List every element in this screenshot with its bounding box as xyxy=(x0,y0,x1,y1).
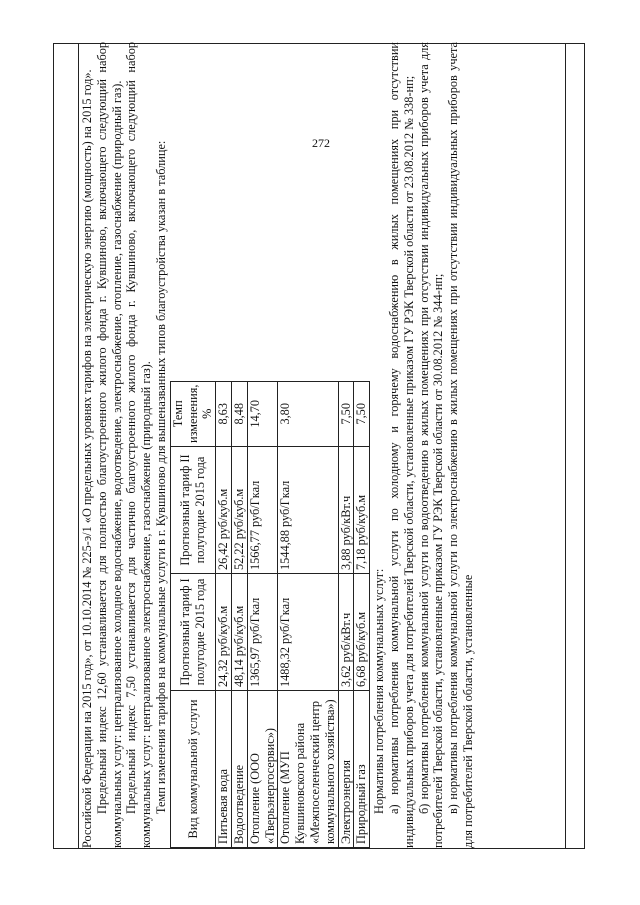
cell-tariff-h2: 1566,77 руб/Гкал xyxy=(247,447,278,574)
cell-tariff-h2: 3,88 руб/кВт.ч xyxy=(338,447,354,574)
cell-service: Отопление (ООО «Тверьэнергосервис») xyxy=(247,691,278,848)
cell-service: Природный газ xyxy=(354,691,370,848)
norm-item-v: в) нормативы потребления коммунальной услуги по электроснабжению в жилых помещениях при отсутствии индивидуальных приборов учета для потребителей Тверской области, установленные xyxy=(446,42,475,848)
header-service: Вид коммунальной услуги xyxy=(170,691,215,848)
cell-service: Водоотведение xyxy=(231,691,247,848)
cell-tariff-h1: 1488,32 руб/Гкал xyxy=(278,574,338,691)
table-row xyxy=(354,381,370,847)
cell-tariff-h1: 6,68 руб/куб.м xyxy=(354,574,370,691)
page-number: 272 xyxy=(312,136,330,150)
intro-text: Российской Федерации на 2015 год», от 10.10.2014 № 225-э/1 «О предельных уровнях тарифов на электрическую энергию (мощность) на 2015 год». xyxy=(80,69,94,848)
cell-tariff-h2: 52,22 руб/куб.м xyxy=(231,447,247,574)
cell-change-rate: 8,48 xyxy=(231,381,247,446)
header-tariff-h2: Прогнозный тариф II полугодие 2015 года xyxy=(170,447,215,574)
paragraph-index-7-50: Предельный индекс 7,50 устанавливается для частично благоустроенного жилого фонда г. Кувшиново, включающего следующий набор коммунальных услуг: централизованное электроснабжение, газоснабжение (природный газ). xyxy=(124,42,154,848)
cell-tariff-h1: 1365,97 руб/Гкал xyxy=(247,574,278,691)
table-header-row xyxy=(170,381,215,847)
frame-margin-line-left xyxy=(78,43,79,849)
table-row xyxy=(247,381,278,847)
cell-service: Отопление (МУП Кувшиновского района «Межпоселенческий центр коммунального хозяйства») xyxy=(278,691,338,848)
frame-margin-line-right xyxy=(565,43,566,849)
cell-change-rate: 14,70 xyxy=(247,381,278,446)
table-row xyxy=(216,381,232,847)
cell-change-rate: 8,63 xyxy=(216,381,232,446)
rotated-document-body xyxy=(80,42,564,848)
cell-tariff-h2: 1544,88 руб/Гкал xyxy=(278,447,338,574)
cell-tariff-h1: 48,14 руб/куб.м xyxy=(231,574,247,691)
cell-service: Электроэнергия xyxy=(338,691,354,848)
paragraph-index-12-60: Предельный индекс 12,60 устанавливается для полностью благоустроенного жилого фонда г. Кувшиново, включающего следующий набор коммунальных услуг: централизованное холодное водоснабжение, водоотведение, электроснабжение, отопление, газоснабжение (природный газ). xyxy=(94,42,124,848)
paragraph-table-intro: Темп изменения тарифов на коммунальные услуги в г. Кувшиново для вышеназванных типов благоустройства указан в таблице: xyxy=(153,140,168,814)
norms-title: Нормативы потребления коммунальных услуг: xyxy=(372,568,387,814)
tariff-table xyxy=(170,381,370,848)
header-change-rate: Темп изменения, % xyxy=(170,381,215,446)
table-row xyxy=(278,381,338,847)
table-row xyxy=(338,381,354,847)
cell-service: Питьевая вода xyxy=(216,691,232,848)
cell-change-rate: 3,80 xyxy=(278,381,338,446)
cell-tariff-h2: 7,18 руб/куб.м xyxy=(354,447,370,574)
header-tariff-h1: Прогнозный тариф I полугодие 2015 года xyxy=(170,574,215,691)
table-row xyxy=(231,381,247,847)
norm-item-b: б) нормативы потребления коммунальной услуги по водоотведению в жилых помещениях при отсутствии индивидуальных приборов учета для потребителей Тверской области, установленные приказом ГУ РЭК Тверской области от 30.08.2012 № 344-нп; xyxy=(416,42,446,848)
cell-tariff-h2: 26,42 руб/куб.м xyxy=(216,447,232,574)
norm-item-a: а) нормативы потребления коммунальной услуги по холодному и горячему водоснабжению в жилых помещениях при отсутствии индивидуальных приборов учета для потребителей Тверской области, установленные приказом ГУ РЭК Тверской области от 23.08.2012 № 338-нп; xyxy=(386,42,416,848)
cell-change-rate: 7,50 xyxy=(338,381,354,446)
cell-tariff-h1: 24,32 руб/куб.м xyxy=(216,574,232,691)
cell-change-rate: 7,50 xyxy=(354,381,370,446)
cell-tariff-h1: 3,62 руб/кВт.ч xyxy=(338,574,354,691)
